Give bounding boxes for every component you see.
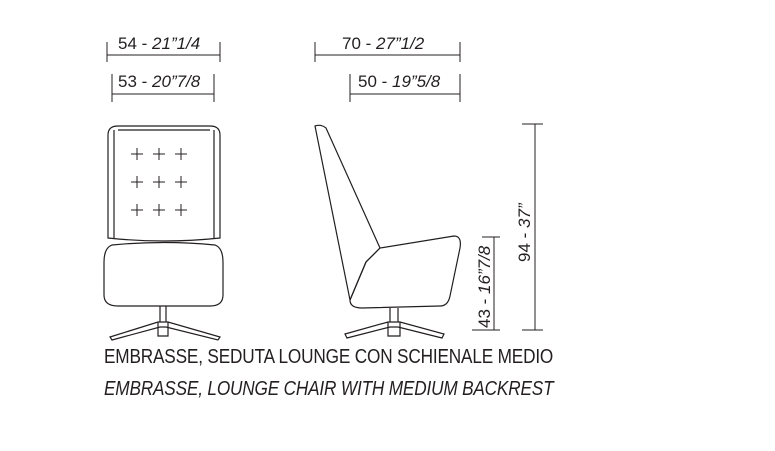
front-inner-width-dimension — [112, 72, 214, 102]
front-backrest — [108, 126, 220, 241]
front-seat — [104, 243, 223, 307]
front-outer-width-dimension — [107, 34, 220, 62]
side-view-chair — [315, 125, 460, 338]
seat-height-label: 43 - 16”7/8 — [475, 245, 494, 328]
front-base — [110, 322, 220, 340]
front-tufting-grid — [131, 148, 187, 216]
front-view-chair — [104, 126, 223, 340]
caption-english: EMBRASSE, LOUNGE CHAIR WITH MEDIUM BACKREST — [104, 378, 554, 400]
side-outer-depth-dimension — [315, 34, 460, 62]
total-height-label: 94 - 37” — [515, 203, 534, 262]
caption-italian: EMBRASSE, SEDUTA LOUNGE CON SCHIENALE MEDIO — [104, 346, 554, 368]
front-outer-width-label: 54 - 21”1/4 — [118, 34, 201, 53]
seat-height-dimension — [472, 237, 500, 330]
side-seat-depth-dimension — [350, 72, 460, 102]
side-seat-depth-label: 50 - 19”5/8 — [358, 72, 441, 91]
total-height-dimension — [515, 124, 543, 330]
side-outer-depth-label: 70 - 27”1/2 — [342, 34, 425, 53]
side-seat — [350, 236, 460, 308]
front-inner-width-label: 53 - 20”7/8 — [118, 72, 201, 91]
side-backrest — [315, 125, 380, 300]
